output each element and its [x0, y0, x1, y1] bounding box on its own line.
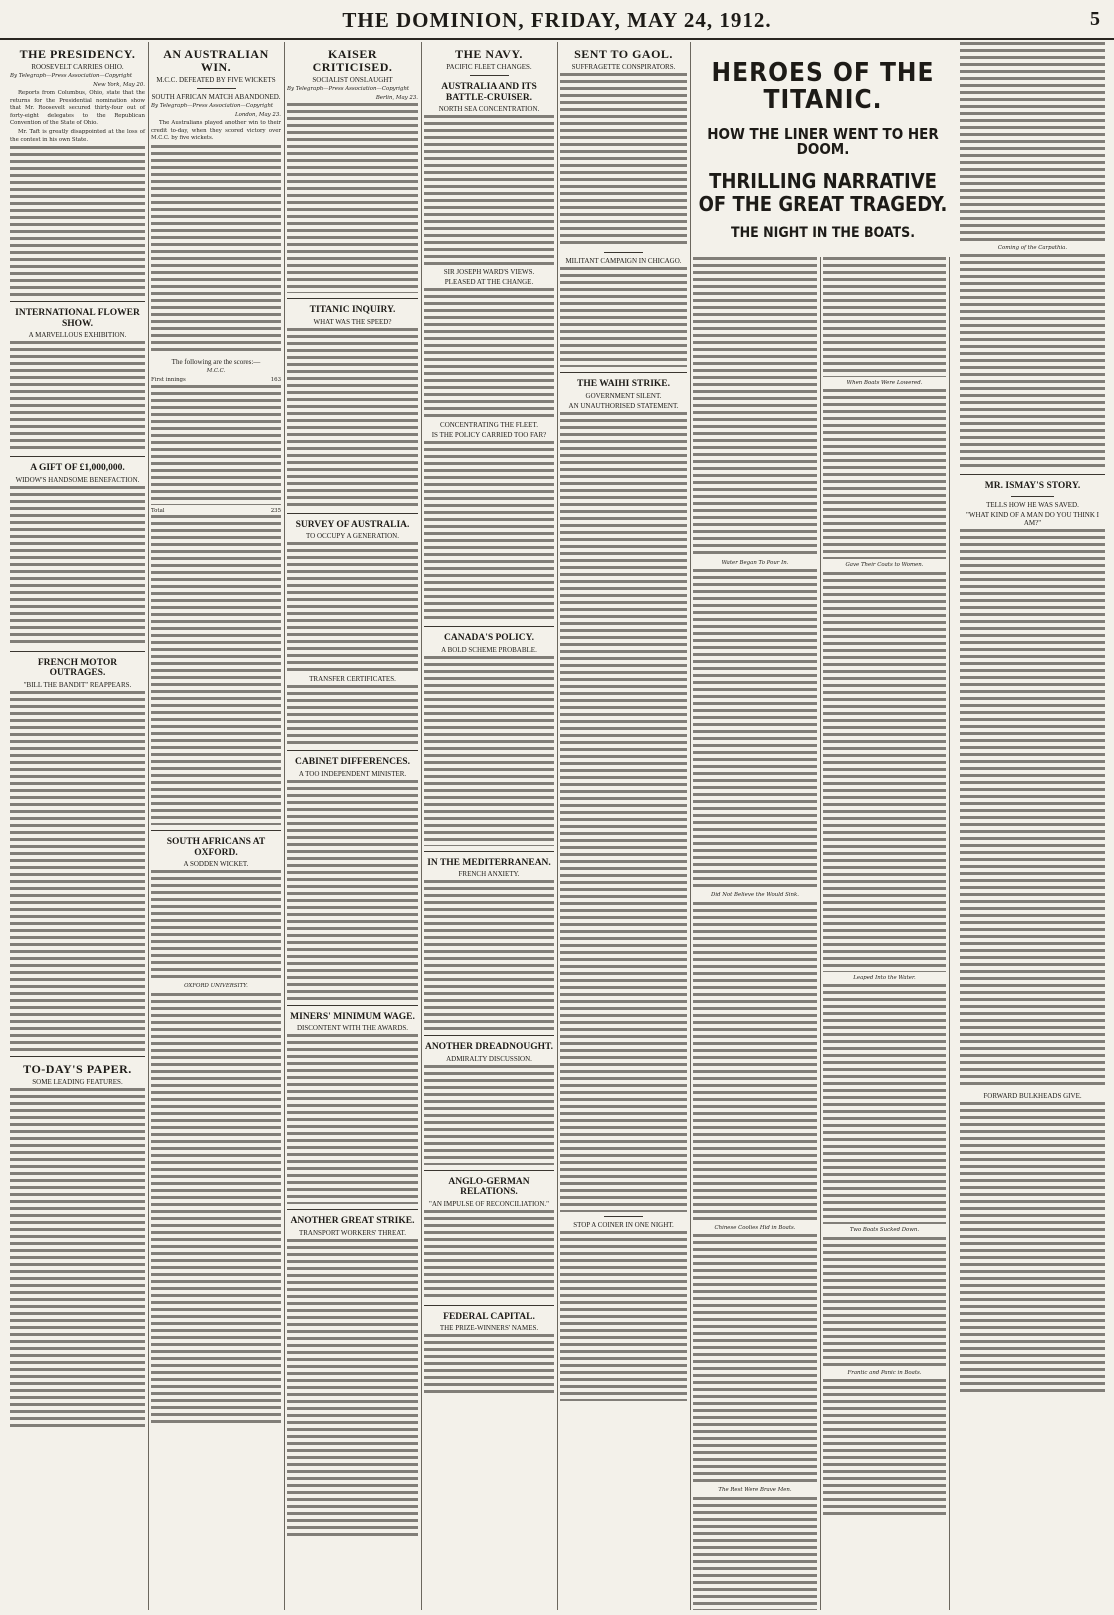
paragraph: The Australians played another win to their credit to-day, when they scored victory over M.C.C. by five wickets. [151, 120, 281, 142]
headline-flower-show: INTERNATIONAL FLOWER SHOW. [15, 308, 140, 329]
score-value: 163 [270, 377, 281, 384]
headline-sent-to-gaol: SENT TO GAOL. [574, 47, 673, 61]
text-block [960, 254, 1105, 469]
text-block [287, 542, 418, 672]
headline-french-motor: FRENCH MOTOR OUTRAGES. [37, 657, 118, 679]
headline-gift: A GIFT OF £1,000,000. [30, 463, 125, 474]
text-block [960, 529, 1105, 1089]
page-columns [10, 42, 1110, 1610]
text-block [960, 42, 1105, 242]
score-label: First innings [151, 377, 186, 384]
subhead: When Boats Were Lowered. [846, 380, 923, 386]
divider [424, 851, 554, 852]
text-block [424, 656, 554, 846]
deck: A MARVELLOUS EXHIBITION. [28, 331, 127, 340]
dateline: New York, May 20. [93, 81, 145, 88]
divider [424, 1170, 554, 1171]
text-block [151, 870, 281, 980]
deck: NORTH SEA CONCENTRATION. [438, 105, 540, 114]
text-block [10, 341, 145, 451]
banner-narrative: THRILLING NARRATIVE OF THE GREAT TRAGEDY. [698, 169, 948, 217]
headline-presidency: THE PRESIDENCY. [19, 47, 136, 61]
titanic-column-c [960, 42, 1105, 1610]
column-4 [424, 42, 558, 1610]
deck: "BILL THE BANDIT" REAPPEARS. [23, 680, 132, 689]
text-block [10, 691, 145, 1051]
divider [424, 1035, 554, 1036]
text-block [823, 572, 946, 972]
divider [1011, 496, 1055, 497]
divider [287, 1209, 418, 1210]
text-block [287, 1239, 418, 1539]
column-5 [560, 42, 691, 1610]
deck: A TOO INDEPENDENT MINISTER. [298, 769, 407, 778]
headline-dreadnought: ANOTHER DREADNOUGHT. [424, 1042, 554, 1053]
deck: ADMIRALTY DISCUSSION. [446, 1054, 532, 1063]
text-block [151, 993, 281, 1423]
titanic-column-b [823, 257, 950, 1610]
text-block [960, 1102, 1105, 1392]
page-number: 5 [1090, 8, 1100, 30]
deck: FORWARD BULKHEADS GIVE. [983, 1092, 1082, 1101]
divider [560, 372, 687, 373]
paragraph: Mr. Taft is greatly disappointed at the loss of the contest in his own State. [10, 129, 145, 143]
subhead: The Rest Were Brave Men. [718, 1487, 792, 1494]
divider [10, 1056, 145, 1057]
deck: The following are the scores:— [171, 357, 261, 366]
text-block [10, 146, 145, 296]
headline-battle-cruiser: AUSTRALIA AND ITS BATTLE-CRUISER. [441, 82, 537, 103]
subhead: Water Began To Pour In. [721, 560, 789, 566]
deck: FRENCH ANXIETY. [458, 870, 520, 879]
paragraph: Reports from Columbus, Ohio, state that the returns for the Presidential nomination show that Mr. Roosevelt secured thirty-four out of forty-eight delegates to the Republican Convention of the State of Ohio. [10, 90, 145, 126]
headline-ismay: MR. ISMAY'S STORY. [984, 481, 1081, 492]
titanic-column-a [693, 257, 821, 1610]
column-2 [151, 42, 285, 1610]
divider [960, 474, 1105, 475]
headline-mediterranean: IN THE MEDITERRANEAN. [427, 857, 551, 868]
score-table [151, 385, 281, 505]
text-block [560, 267, 687, 367]
score-label: Total [151, 507, 165, 514]
divider [470, 75, 509, 76]
text-block [287, 685, 418, 745]
headline-kaiser: KAISER CRITICISED. [312, 47, 393, 75]
deck: A BOLD SCHEME PROBABLE. [441, 645, 537, 654]
text-block [693, 257, 817, 557]
divider [197, 88, 236, 89]
text-block [560, 1231, 687, 1401]
headline-miners: MINERS' MINIMUM WAGE. [290, 1011, 415, 1022]
credit: By Telegraph—Press Association—Copyright [151, 103, 274, 110]
text-block [823, 389, 946, 559]
dateline: London, May 23. [235, 111, 281, 118]
text-block [693, 902, 817, 1222]
divider [604, 252, 642, 253]
text-block [151, 145, 281, 355]
divider [287, 750, 418, 751]
dateline: Berlin, May 23. [375, 94, 418, 101]
deck: SIR JOSEPH WARD'S VIEWS. [443, 268, 535, 277]
text-block [287, 1034, 418, 1204]
deck: WHAT WAS THE SPEED? [313, 317, 392, 326]
deck: STOP A COINER IN ONE NIGHT. [573, 1220, 674, 1229]
text-block [151, 515, 281, 825]
score-value: 235 [270, 507, 281, 514]
team-name: M.C.C. [206, 367, 226, 374]
subhead: Did Not Believe the Would Sink. [711, 892, 799, 899]
text-block [823, 1237, 946, 1367]
divider [151, 830, 281, 831]
team-name: OXFORD UNIVERSITY. [184, 983, 248, 990]
divider [287, 1005, 418, 1006]
headline-strike: ANOTHER GREAT STRIKE. [290, 1216, 415, 1227]
text-block [424, 1210, 554, 1300]
headline-canada: CANADA'S POLICY. [444, 633, 534, 644]
titanic-banner [693, 42, 953, 252]
subhead: Two Boats Sucked Down. [849, 1227, 920, 1234]
text-block [823, 1379, 946, 1519]
text-block [424, 441, 554, 621]
divider [424, 1305, 554, 1306]
subhead: Coming of the Carpathia. [997, 245, 1068, 251]
deck: A SODDEN WICKET. [183, 860, 249, 869]
headline-navy: THE NAVY. [455, 47, 523, 61]
newspaper-title: THE DOMINION, FRIDAY, MAY 24, 1912. [342, 8, 772, 32]
text-block [287, 328, 418, 508]
deck: TELLS HOW HE WAS SAVED. [986, 500, 1079, 509]
divider [424, 626, 554, 627]
deck: MILITANT CAMPAIGN IN CHICAGO. [565, 257, 682, 266]
divider [287, 298, 418, 299]
text-block [560, 73, 687, 248]
divider [287, 513, 418, 514]
divider [10, 651, 145, 652]
column-1 [10, 42, 149, 1610]
text-block [823, 257, 946, 377]
deck: "AN IMPULSE OF RECONCILIATION." [428, 1199, 550, 1208]
headline-anglo-german: ANGLO-GERMAN RELATIONS. [448, 1176, 530, 1198]
divider [10, 301, 145, 302]
masthead [0, 0, 1114, 40]
deck-ohio: ROOSEVELT CARRIES OHIO. [31, 63, 124, 72]
headline-australian-win: AN AUSTRALIAN WIN. [163, 47, 269, 75]
text-block [424, 1065, 554, 1165]
headline-south-africans: SOUTH AFRICANS AT OXFORD. [166, 837, 266, 858]
banner-doom: HOW THE LINER WENT TO HER DOOM. [707, 124, 939, 159]
deck: M.C.C. DEFEATED BY FIVE WICKETS [156, 76, 276, 85]
divider [604, 1216, 642, 1217]
deck: AN UNAUTHORISED STATEMENT. [568, 401, 679, 410]
headline-survey: SURVEY OF AUSTRALIA. [295, 519, 410, 530]
text-block [823, 984, 946, 1224]
credit: By Telegraph—Press Association—Copyright [10, 73, 133, 80]
text-block [287, 780, 418, 1000]
deck: SUFFRAGETTE CONSPIRATORS. [571, 63, 676, 72]
credit: By Telegraph—Press Association—Copyright [287, 86, 410, 93]
deck: IS THE POLICY CARRIED TOO FAR? [431, 431, 547, 440]
text-block [10, 1088, 145, 1428]
deck: SOME LEADING FEATURES. [32, 1077, 123, 1086]
subhead: Leaped Into the Water. [853, 974, 916, 981]
subhead: Gave Their Coats to Women. [845, 562, 924, 569]
text-block [693, 1234, 817, 1484]
deck: TRANSPORT WORKERS' THREAT. [298, 1228, 407, 1237]
text-block [287, 103, 418, 293]
text-block [693, 569, 817, 889]
deck: CONCENTRATING THE FLEET. [440, 421, 538, 430]
text-block [424, 115, 554, 265]
text-block [10, 486, 145, 646]
subhead: Chinese Coolies Hid in Boats. [714, 1224, 796, 1231]
deck: TRANSFER CERTIFICATES. [309, 675, 396, 684]
deck: PLEASED AT THE CHANGE. [444, 278, 534, 287]
text-block [424, 880, 554, 1030]
banner-night: THE NIGHT IN THE BOATS. [731, 225, 915, 242]
score-row [151, 377, 281, 384]
headline-todays-paper: TO-DAY'S PAPER. [23, 1061, 132, 1076]
deck: WIDOW'S HANDSOME BENEFACTION. [15, 475, 140, 484]
column-3 [287, 42, 422, 1610]
banner-heroes: HEROES OF THE TITANIC. [711, 58, 935, 116]
deck: TO OCCUPY A GENERATION. [306, 532, 399, 541]
deck: SOUTH AFRICAN MATCH ABANDONED. [151, 93, 281, 102]
deck: GOVERNMENT SILENT. [585, 391, 662, 400]
subhead: Frantic and Panic in Boats. [847, 1369, 922, 1376]
text-block [560, 412, 687, 1212]
headline-federal-capital: FEDERAL CAPITAL. [443, 1311, 535, 1322]
headline-cabinet: CABINET DIFFERENCES. [295, 757, 410, 768]
score-row [151, 508, 281, 515]
headline-titanic-inquiry: TITANIC INQUIRY. [309, 305, 396, 316]
deck: PACIFIC FLEET CHANGES. [446, 63, 532, 72]
deck: "WHAT KIND OF A MAN DO YOU THINK I AM?" [965, 510, 1099, 527]
text-block [424, 288, 554, 418]
headline-waihi: THE WAIHI STRIKE. [576, 379, 670, 390]
deck: DISCONTENT WITH THE AWARDS. [296, 1024, 409, 1033]
deck: THE PRIZE-WINNERS' NAMES. [439, 1324, 539, 1333]
divider [10, 456, 145, 457]
text-block [693, 1497, 817, 1610]
text-block [424, 1334, 554, 1394]
deck: SOCIALIST ONSLAUGHT [312, 76, 393, 85]
